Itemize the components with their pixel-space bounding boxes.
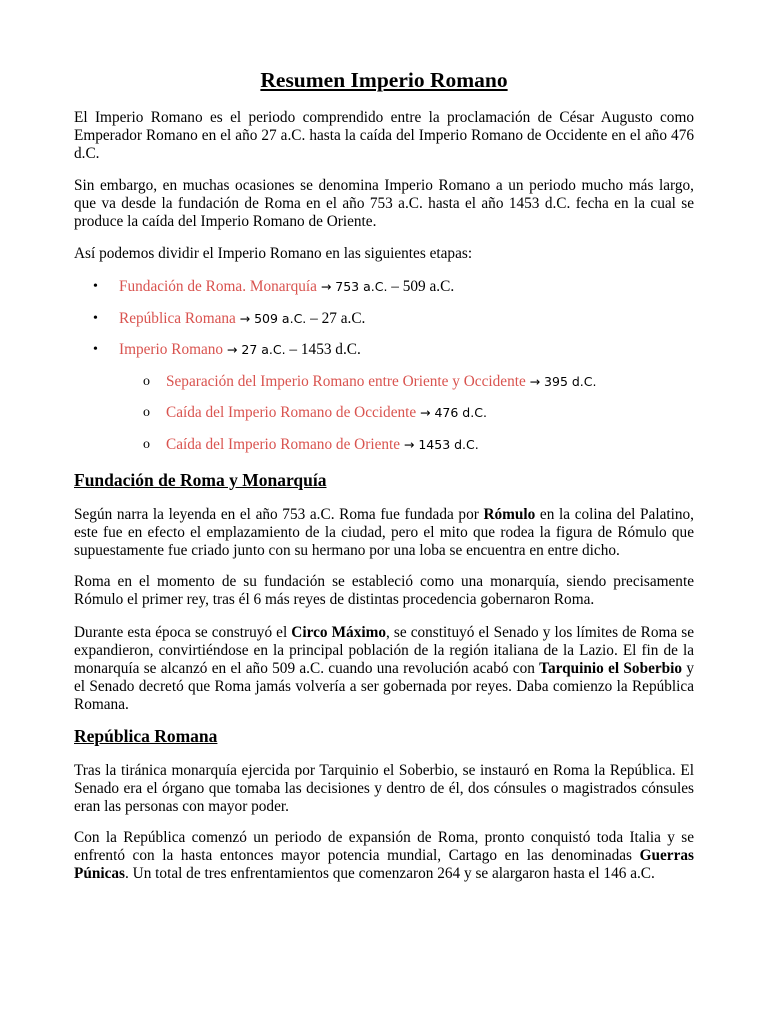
intro-paragraph-1: El Imperio Romano es el periodo comprendido entre la proclamación de César Augusto como Emperador Romano en el año 27 a.C. hasta la caída del Imperio Romano de Occidente en el año 476 d.C. [74, 109, 694, 162]
sub-bullet-marker: o [143, 374, 150, 389]
stage-label: Caída del Imperio Romano de Occidente [166, 404, 417, 421]
stage-date-start: → 509 a.C. [239, 311, 307, 326]
bold-term-romulo: Rómulo [483, 506, 536, 523]
page-title: Resumen Imperio Romano [260, 68, 508, 92]
stage-date-end: – 27 a.C. [306, 310, 366, 327]
founding-paragraph-1 [74, 506, 694, 560]
stage-label: Caída del Imperio Romano de Oriente [166, 436, 401, 453]
text-run: Con la República comenzó un periodo de expansión de Roma, pronto conquistó toda Italia y se enfrentó con la hasta entonces mayor potencia mundial, Cartago en las denominadas [74, 829, 694, 864]
stage-date-start: → 753 a.C. [320, 279, 388, 294]
founding-paragraph-3 [74, 624, 694, 714]
text-run: . Un total de tres enfrentamientos que comenzaron 264 y se alargaron hasta el 146 a.C. [125, 865, 655, 882]
stage-item-empire [119, 341, 361, 359]
section-heading-founding: Fundación de Roma y Monarquía [74, 470, 327, 490]
text-run: Durante esta época se construyó el [74, 624, 292, 641]
sub-bullet-marker: o [143, 437, 150, 452]
text-run: y el Senado decretó que Roma jamás volvería a ser gobernada por reyes. Daba comienzo la República Romana. [74, 660, 694, 713]
stage-label: Separación del Imperio Romano entre Oriente y Occidente [166, 373, 526, 390]
text-run: Según narra la leyenda en el año 753 a.C. Roma fue fundada por [74, 506, 484, 523]
intro-paragraph-2: Sin embargo, en muchas ocasiones se denomina Imperio Romano a un periodo mucho más largo, que va desde la fundación de Roma en el año 753 a.C. hasta el año 1453 d.C. fecha en la cual se produce la caída del Imperio Romano de Oriente. [74, 177, 694, 230]
stage-label: Fundación de Roma. Monarquía [119, 278, 317, 295]
text-run: , se constituyó el Senado y los límites de Roma se expandieron, convirtiéndose en la principal población de la región italiana de la Lazio. El fin de la monarquía se alcanzó en el año 509 a.C. cuando una revolución acabó con [74, 624, 694, 677]
stage-item-founding [119, 278, 454, 296]
bold-term-guerras-punicas: Guerras Púnicas [74, 847, 694, 882]
stage-date: → 476 d.C. [420, 405, 487, 420]
bold-term-circo-maximo: Circo Máximo [291, 624, 386, 641]
stage-date: → 395 d.C. [529, 374, 597, 389]
intro-paragraph-3: Así podemos dividir el Imperio Romano en las siguientes etapas: [74, 245, 473, 262]
stage-item-fall-west [166, 404, 487, 422]
stage-date-end: – 1453 d.C. [285, 341, 361, 358]
text-run: en la colina del Palatino, este fue en efecto el emplazamiento de la ciudad, pero el mito que rodea la figura de Rómulo que supuestamente fue criado junto con su hermano por una loba se encuentra en entre dicho. [74, 506, 694, 559]
bullet-marker: • [93, 279, 98, 294]
stage-item-fall-east [166, 436, 479, 454]
founding-paragraph-2: Roma en el momento de su fundación se estableció como una monarquía, siendo precisamente Rómulo el primer rey, tras él 6 más reyes de distintas procedencia gobernaron Roma. [74, 573, 694, 608]
bold-term-tarquinio: Tarquinio el Soberbio [539, 660, 683, 677]
bullet-marker: • [93, 311, 98, 326]
section-heading-republic: República Romana [74, 726, 218, 746]
stage-date: → 1453 d.C. [403, 437, 479, 452]
stage-item-separation [166, 373, 596, 391]
bullet-marker: • [93, 342, 98, 357]
stage-item-republic [119, 310, 365, 328]
stage-date-start: → 27 a.C. [226, 342, 286, 357]
stage-label: República Romana [119, 310, 236, 327]
sub-bullet-marker: o [143, 405, 150, 420]
republic-paragraph-1: Tras la tiránica monarquía ejercida por Tarquinio el Soberbio, se instauró en Roma la República. El Senado era el órgano que tomaba las decisiones y dentro de él, dos cónsules o magistrados cónsules eran las personas con mayor poder. [74, 762, 694, 815]
republic-paragraph-2 [74, 829, 694, 883]
stage-date-end: – 509 a.C. [387, 278, 455, 295]
stage-label: Imperio Romano [119, 341, 224, 358]
